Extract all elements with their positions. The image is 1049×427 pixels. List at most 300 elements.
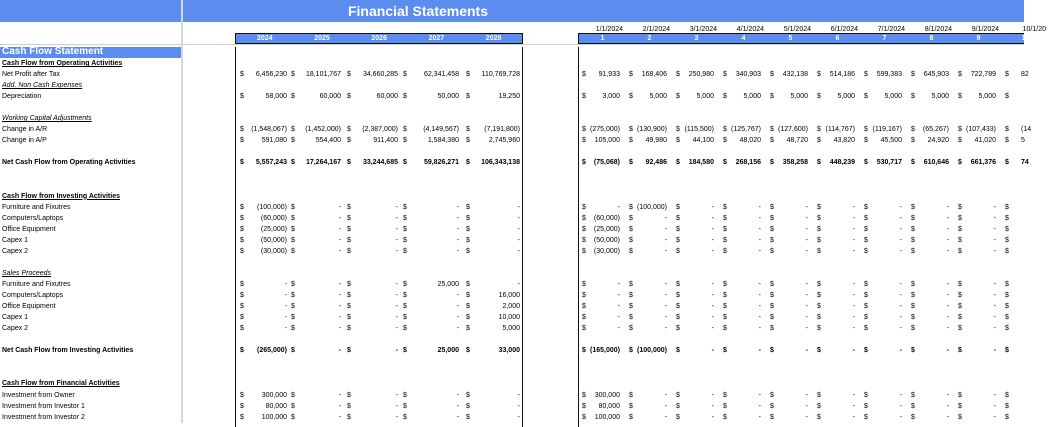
monthly-cell[interactable]: 250,980 bbox=[688, 71, 714, 79]
currency-symbol: $ bbox=[240, 137, 244, 145]
monthly-cell[interactable]: - bbox=[993, 292, 996, 300]
monthly-cell[interactable]: - bbox=[711, 214, 714, 222]
monthly-cell[interactable]: (119,167) bbox=[872, 126, 902, 134]
monthly-cell[interactable]: - bbox=[805, 247, 808, 255]
annual-cell[interactable]: 1,584,380 bbox=[427, 137, 459, 145]
monthly-cell[interactable]: - bbox=[993, 214, 996, 222]
annual-cell[interactable]: 10,000 bbox=[498, 314, 520, 322]
monthly-cell[interactable]: 91,933 bbox=[598, 71, 620, 79]
annual-cell[interactable]: (25,000) bbox=[260, 225, 287, 233]
monthly-cell[interactable]: - bbox=[711, 391, 714, 399]
currency-symbol: $ bbox=[864, 247, 868, 255]
monthly-cell[interactable]: - bbox=[946, 314, 949, 322]
currency-symbol: $ bbox=[291, 203, 295, 211]
monthly-cell[interactable]: - bbox=[805, 292, 808, 300]
annual-cell[interactable]: - bbox=[338, 236, 341, 244]
currency-symbol: $ bbox=[911, 159, 915, 167]
monthly-cell[interactable]: 661,376 bbox=[970, 159, 996, 167]
monthly-cell[interactable]: - bbox=[852, 236, 855, 244]
annual-cell[interactable]: 80,000 bbox=[265, 402, 287, 410]
monthly-cell[interactable]: 105,000 bbox=[594, 137, 620, 145]
monthly-cell[interactable]: - bbox=[758, 236, 761, 244]
monthly-cell[interactable]: - bbox=[946, 391, 949, 399]
annual-cell[interactable]: (265,000) bbox=[257, 347, 287, 355]
annual-cell[interactable]: - bbox=[338, 281, 341, 288]
monthly-cell[interactable]: - bbox=[899, 214, 902, 222]
monthly-cell[interactable]: 610,646 bbox=[923, 159, 949, 167]
monthly-cell[interactable]: (14 bbox=[1021, 126, 1032, 134]
monthly-cell[interactable]: - bbox=[946, 292, 949, 300]
monthly-cell[interactable]: - bbox=[711, 347, 714, 355]
monthly-cell[interactable]: - bbox=[664, 303, 667, 311]
currency-symbol: $ bbox=[629, 303, 633, 311]
annual-cell[interactable]: - bbox=[456, 402, 459, 410]
annual-cell[interactable]: 110,769,728 bbox=[481, 71, 520, 79]
annual-cell[interactable]: - bbox=[284, 314, 287, 322]
monthly-cell[interactable]: (130,900) bbox=[637, 126, 667, 134]
annual-cell[interactable]: - bbox=[456, 314, 459, 322]
annual-cell[interactable]: 300,000 bbox=[261, 391, 287, 399]
monthly-cell[interactable]: 5,000 bbox=[696, 93, 714, 101]
currency-symbol: $ bbox=[240, 325, 244, 333]
monthly-cell[interactable]: - bbox=[852, 413, 855, 421]
monthly-cell[interactable]: (275,000) bbox=[590, 126, 620, 134]
annual-cell[interactable]: - bbox=[456, 413, 459, 421]
monthly-cell[interactable]: 599,383 bbox=[876, 71, 902, 79]
monthly-cell[interactable]: - bbox=[899, 203, 902, 211]
monthly-cell[interactable]: (127,600) bbox=[778, 126, 808, 134]
annual-cell[interactable]: 2,745,960 bbox=[488, 137, 520, 145]
annual-cell[interactable]: - bbox=[395, 325, 398, 333]
annual-cell[interactable]: - bbox=[517, 203, 520, 211]
monthly-cell[interactable]: - bbox=[805, 347, 808, 355]
monthly-cell[interactable]: - bbox=[711, 303, 714, 311]
monthly-cell[interactable]: - bbox=[993, 203, 996, 211]
monthly-cell[interactable]: - bbox=[993, 225, 996, 233]
annual-cell[interactable]: (2,387,000) bbox=[362, 126, 398, 134]
currency-symbol: $ bbox=[403, 391, 407, 399]
monthly-cell[interactable]: - bbox=[993, 314, 996, 322]
currency-symbol: $ bbox=[240, 292, 244, 300]
annual-cell[interactable]: - bbox=[395, 391, 398, 399]
monthly-cell[interactable]: 340,903 bbox=[735, 71, 761, 79]
monthly-cell[interactable]: - bbox=[899, 391, 902, 399]
monthly-cell[interactable]: - bbox=[899, 325, 902, 333]
monthly-cell[interactable]: - bbox=[805, 203, 808, 211]
monthly-cell[interactable]: - bbox=[852, 347, 855, 355]
monthly-cell[interactable]: - bbox=[899, 303, 902, 311]
annual-cell[interactable]: - bbox=[395, 203, 398, 211]
annual-cell[interactable]: 25,000 bbox=[437, 281, 459, 288]
annual-cell[interactable]: - bbox=[517, 236, 520, 244]
annual-cell[interactable]: - bbox=[338, 303, 341, 311]
monthly-cell[interactable]: - bbox=[711, 281, 714, 288]
monthly-cell[interactable]: - bbox=[664, 236, 667, 244]
annual-cell[interactable]: - bbox=[456, 214, 459, 222]
monthly-cell[interactable]: - bbox=[993, 236, 996, 244]
currency-symbol: $ bbox=[770, 391, 774, 399]
monthly-cell[interactable]: - bbox=[946, 402, 949, 410]
monthly-cell[interactable]: (100,000) bbox=[637, 203, 667, 211]
monthly-cell[interactable]: - bbox=[617, 292, 620, 300]
currency-symbol: $ bbox=[240, 281, 244, 288]
monthly-cell[interactable]: - bbox=[758, 391, 761, 399]
monthly-cell[interactable]: - bbox=[758, 314, 761, 322]
monthly-cell[interactable]: - bbox=[946, 247, 949, 255]
row-label: Computers/Laptops bbox=[2, 292, 64, 300]
annual-cell[interactable]: - bbox=[456, 247, 459, 255]
annual-cell[interactable]: 911,400 bbox=[373, 137, 398, 145]
monthly-cell[interactable]: 722,789 bbox=[970, 71, 996, 79]
monthly-cell[interactable]: - bbox=[758, 281, 761, 288]
annual-cell[interactable]: 100,000 bbox=[261, 413, 287, 421]
currency-symbol: $ bbox=[347, 203, 351, 211]
annual-cell[interactable]: - bbox=[395, 236, 398, 244]
annual-cell[interactable]: - bbox=[338, 347, 341, 355]
annual-cell[interactable]: 60,000 bbox=[319, 93, 341, 101]
monthly-cell[interactable]: - bbox=[664, 225, 667, 233]
monthly-cell[interactable]: - bbox=[946, 225, 949, 233]
monthly-cell[interactable]: - bbox=[711, 225, 714, 233]
annual-cell[interactable]: (1,548,067) bbox=[251, 126, 287, 134]
monthly-cell[interactable]: - bbox=[664, 281, 667, 288]
monthly-cell[interactable]: 5,000 bbox=[649, 93, 667, 101]
annual-cell[interactable]: 6,456,230 bbox=[255, 71, 287, 79]
currency-symbol: $ bbox=[770, 303, 774, 311]
monthly-cell[interactable]: (114,767) bbox=[825, 126, 855, 134]
annual-cell[interactable]: (60,000) bbox=[260, 214, 287, 222]
annual-cell[interactable]: - bbox=[338, 214, 341, 222]
annual-cell[interactable]: - bbox=[284, 325, 287, 333]
annual-cell[interactable]: - bbox=[395, 225, 398, 233]
monthly-cell[interactable]: - bbox=[617, 303, 620, 311]
currency-symbol: $ bbox=[466, 126, 470, 134]
annual-cell[interactable]: - bbox=[395, 292, 398, 300]
monthly-cell[interactable]: 5,000 bbox=[837, 93, 855, 101]
annual-cell[interactable]: (4,149,567) bbox=[423, 126, 459, 134]
annual-cell[interactable]: - bbox=[338, 314, 341, 322]
monthly-cell[interactable]: - bbox=[617, 325, 620, 333]
monthly-cell[interactable]: - bbox=[852, 314, 855, 322]
annual-cell[interactable]: - bbox=[395, 247, 398, 255]
monthly-cell[interactable]: 5,000 bbox=[931, 93, 949, 101]
monthly-cell[interactable]: - bbox=[664, 314, 667, 322]
monthly-cell[interactable]: (65,267) bbox=[922, 126, 949, 134]
currency-symbol: $ bbox=[240, 126, 244, 134]
monthly-cell[interactable]: - bbox=[805, 314, 808, 322]
monthly-cell[interactable]: 41,020 bbox=[974, 137, 996, 145]
currency-symbol: $ bbox=[1005, 413, 1009, 421]
monthly-cell[interactable]: - bbox=[664, 391, 667, 399]
monthly-cell[interactable]: 43,820 bbox=[833, 137, 855, 145]
monthly-cell[interactable]: - bbox=[805, 391, 808, 399]
monthly-cell[interactable]: - bbox=[617, 203, 620, 211]
annual-cell[interactable]: - bbox=[395, 303, 398, 311]
monthly-cell[interactable]: 48,720 bbox=[786, 137, 808, 145]
monthly-cell[interactable]: - bbox=[711, 402, 714, 410]
monthly-cell[interactable]: (115,500) bbox=[684, 126, 714, 134]
monthly-cell[interactable]: - bbox=[946, 281, 949, 288]
monthly-cell[interactable]: - bbox=[899, 236, 902, 244]
annual-cell[interactable]: - bbox=[395, 413, 398, 421]
monthly-cell[interactable]: - bbox=[993, 402, 996, 410]
annual-cell[interactable]: 17,264,167 bbox=[305, 159, 341, 167]
currency-symbol: $ bbox=[770, 236, 774, 244]
monthly-cell[interactable]: - bbox=[852, 247, 855, 255]
annual-cell[interactable]: 591,080 bbox=[261, 137, 287, 145]
monthly-cell[interactable]: - bbox=[711, 314, 714, 322]
monthly-cell[interactable]: - bbox=[758, 402, 761, 410]
monthly-cell[interactable]: - bbox=[711, 247, 714, 255]
monthly-cell[interactable]: - bbox=[711, 292, 714, 300]
annual-cell[interactable]: - bbox=[395, 314, 398, 322]
monthly-cell[interactable]: 168,406 bbox=[641, 71, 667, 79]
annual-cell[interactable]: - bbox=[517, 281, 520, 288]
annual-cell[interactable]: - bbox=[517, 247, 520, 255]
monthly-cell[interactable]: - bbox=[946, 325, 949, 333]
annual-cell[interactable]: - bbox=[338, 325, 341, 333]
annual-cell[interactable]: - bbox=[338, 402, 341, 410]
monthly-cell[interactable]: 82 bbox=[1021, 71, 1029, 79]
annual-cell[interactable]: - bbox=[456, 292, 459, 300]
monthly-cell[interactable]: (50,000) bbox=[593, 236, 620, 244]
monthly-cell[interactable]: - bbox=[946, 203, 949, 211]
monthly-cell[interactable]: 3,000 bbox=[602, 93, 620, 101]
annual-cell[interactable]: (30,000) bbox=[260, 247, 287, 255]
monthly-cell[interactable]: - bbox=[617, 314, 620, 322]
currency-symbol: $ bbox=[629, 225, 633, 233]
annual-cell[interactable]: - bbox=[395, 347, 398, 355]
monthly-cell[interactable]: - bbox=[946, 236, 949, 244]
monthly-cell[interactable]: - bbox=[758, 292, 761, 300]
annual-cell[interactable]: 554,400 bbox=[315, 137, 341, 145]
monthly-cell[interactable]: - bbox=[664, 247, 667, 255]
monthly-cell[interactable]: - bbox=[805, 214, 808, 222]
monthly-cell[interactable]: - bbox=[852, 325, 855, 333]
monthly-cell[interactable]: - bbox=[758, 347, 761, 355]
monthly-cell[interactable]: - bbox=[899, 292, 902, 300]
currency-symbol: $ bbox=[723, 71, 727, 79]
annual-cell[interactable]: - bbox=[517, 225, 520, 233]
monthly-cell[interactable]: 5,000 bbox=[743, 93, 761, 101]
monthly-cell[interactable]: - bbox=[852, 281, 855, 288]
annual-cell[interactable]: - bbox=[517, 214, 520, 222]
monthly-cell[interactable]: - bbox=[758, 203, 761, 211]
monthly-cell[interactable]: - bbox=[758, 413, 761, 421]
monthly-cell[interactable]: - bbox=[758, 225, 761, 233]
annual-cell[interactable]: - bbox=[456, 303, 459, 311]
monthly-cell[interactable]: - bbox=[852, 225, 855, 233]
annual-cell[interactable]: - bbox=[284, 292, 287, 300]
monthly-cell[interactable]: - bbox=[946, 303, 949, 311]
monthly-cell[interactable]: - bbox=[711, 325, 714, 333]
annual-cell[interactable]: - bbox=[338, 203, 341, 211]
monthly-cell[interactable]: - bbox=[711, 413, 714, 421]
monthly-cell[interactable]: - bbox=[899, 347, 902, 355]
annual-cell[interactable]: - bbox=[338, 292, 341, 300]
annual-cell[interactable]: - bbox=[338, 413, 341, 421]
annual-cell[interactable]: 34,660,285 bbox=[362, 71, 398, 79]
monthly-cell[interactable]: (75,068) bbox=[593, 159, 620, 167]
monthly-cell[interactable]: (25,000) bbox=[593, 225, 620, 233]
monthly-cell[interactable]: 300,000 bbox=[594, 391, 620, 399]
monthly-cell[interactable]: - bbox=[617, 281, 620, 288]
monthly-cell[interactable]: - bbox=[758, 303, 761, 311]
monthly-cell[interactable]: - bbox=[993, 325, 996, 333]
monthly-cell[interactable]: - bbox=[852, 402, 855, 410]
monthly-cell[interactable]: - bbox=[946, 214, 949, 222]
annual-cell[interactable]: 62,341,458 bbox=[423, 71, 459, 79]
monthly-cell[interactable]: 432,138 bbox=[782, 71, 808, 79]
monthly-cell[interactable]: - bbox=[899, 247, 902, 255]
monthly-cell[interactable]: - bbox=[993, 281, 996, 288]
annual-cell[interactable]: - bbox=[456, 225, 459, 233]
monthly-cell[interactable]: - bbox=[852, 391, 855, 399]
monthly-cell[interactable]: - bbox=[758, 214, 761, 222]
monthly-cell[interactable]: 645,903 bbox=[923, 71, 949, 79]
monthly-cell[interactable]: - bbox=[711, 236, 714, 244]
monthly-cell[interactable]: - bbox=[664, 214, 667, 222]
currency-symbol: $ bbox=[817, 159, 821, 167]
monthly-cell[interactable]: - bbox=[805, 413, 808, 421]
annual-cell[interactable]: 5,000 bbox=[502, 325, 520, 333]
monthly-cell[interactable]: - bbox=[664, 413, 667, 421]
annual-cell[interactable]: - bbox=[284, 303, 287, 311]
monthly-cell[interactable]: - bbox=[758, 247, 761, 255]
monthly-cell[interactable]: - bbox=[758, 325, 761, 333]
currency-symbol: $ bbox=[958, 281, 962, 288]
monthly-cell[interactable]: 24,920 bbox=[927, 137, 949, 145]
currency-symbol: $ bbox=[582, 347, 586, 355]
monthly-cell[interactable]: - bbox=[805, 402, 808, 410]
annual-cell[interactable]: (50,000) bbox=[260, 236, 287, 244]
annual-cell[interactable]: (100,000) bbox=[257, 203, 287, 211]
annual-cell[interactable]: 60,000 bbox=[376, 93, 398, 101]
monthly-cell[interactable]: 48,020 bbox=[739, 137, 761, 145]
monthly-cell[interactable]: - bbox=[805, 325, 808, 333]
monthly-cell[interactable]: 100,000 bbox=[594, 413, 620, 421]
monthly-cell[interactable]: 80,000 bbox=[598, 402, 620, 410]
annual-cell[interactable]: 25,000 bbox=[437, 347, 459, 355]
month-date-10: 10/1/20 bbox=[1022, 26, 1046, 33]
monthly-cell[interactable]: - bbox=[852, 203, 855, 211]
monthly-cell[interactable]: 49,980 bbox=[645, 137, 667, 145]
monthly-cell[interactable]: - bbox=[899, 413, 902, 421]
monthly-cell[interactable]: (125,767) bbox=[731, 126, 761, 134]
monthly-cell[interactable]: - bbox=[805, 303, 808, 311]
annual-cell[interactable]: 19,250 bbox=[498, 93, 520, 101]
annual-cell[interactable]: - bbox=[517, 391, 520, 399]
monthly-cell[interactable]: 514,186 bbox=[829, 71, 855, 79]
annual-cell[interactable]: 33,244,685 bbox=[362, 159, 398, 167]
annual-cell[interactable]: - bbox=[395, 281, 398, 288]
monthly-cell[interactable]: - bbox=[852, 214, 855, 222]
currency-symbol: $ bbox=[347, 325, 351, 333]
currency-symbol: $ bbox=[582, 71, 586, 79]
monthly-cell[interactable]: - bbox=[993, 413, 996, 421]
monthly-cell[interactable]: 5,000 bbox=[790, 93, 808, 101]
annual-cell[interactable]: (1,452,000) bbox=[305, 126, 341, 134]
annual-cell[interactable]: 33,000 bbox=[498, 347, 520, 355]
annual-cell[interactable]: - bbox=[338, 391, 341, 399]
monthly-cell[interactable]: 92,486 bbox=[645, 159, 667, 167]
monthly-cell[interactable]: 268,156 bbox=[735, 159, 761, 167]
monthly-cell[interactable]: - bbox=[993, 247, 996, 255]
monthly-cell[interactable]: (30,000) bbox=[593, 247, 620, 255]
monthly-cell[interactable]: 5,000 bbox=[978, 93, 996, 101]
annual-cell[interactable]: - bbox=[456, 325, 459, 333]
monthly-cell[interactable]: - bbox=[993, 347, 996, 355]
monthly-cell[interactable]: (107,433) bbox=[966, 126, 996, 134]
annual-cell[interactable]: 18,101,767 bbox=[305, 71, 341, 79]
monthly-cell[interactable]: - bbox=[805, 225, 808, 233]
monthly-cell[interactable]: - bbox=[946, 347, 949, 355]
currency-symbol: $ bbox=[911, 126, 915, 134]
monthly-cell[interactable]: (165,000) bbox=[590, 347, 620, 355]
monthly-cell[interactable]: - bbox=[993, 391, 996, 399]
annual-cell[interactable]: 50,000 bbox=[437, 93, 459, 101]
monthly-cell[interactable]: - bbox=[664, 292, 667, 300]
currency-symbol: $ bbox=[347, 247, 351, 255]
monthly-cell[interactable]: 448,239 bbox=[829, 159, 855, 167]
monthly-cell[interactable]: - bbox=[946, 413, 949, 421]
annual-cell[interactable]: - bbox=[517, 402, 520, 410]
annual-cell[interactable]: 58,000 bbox=[265, 93, 287, 101]
monthly-cell[interactable]: - bbox=[852, 292, 855, 300]
currency-symbol: $ bbox=[466, 214, 470, 222]
annual-cell[interactable]: 2,000 bbox=[502, 303, 520, 311]
monthly-cell[interactable]: - bbox=[993, 303, 996, 311]
annual-cell[interactable]: - bbox=[395, 214, 398, 222]
monthly-cell[interactable]: 45,500 bbox=[880, 137, 902, 145]
monthly-cell[interactable]: - bbox=[899, 225, 902, 233]
monthly-cell[interactable]: 184,580 bbox=[688, 159, 714, 167]
annual-cell[interactable]: - bbox=[456, 203, 459, 211]
annual-cell[interactable]: - bbox=[395, 402, 398, 410]
monthly-cell[interactable]: (100,000) bbox=[637, 347, 667, 355]
annual-cell[interactable]: - bbox=[456, 236, 459, 244]
annual-cell[interactable]: - bbox=[517, 413, 520, 421]
monthly-cell[interactable]: - bbox=[899, 314, 902, 322]
annual-cell[interactable]: - bbox=[284, 281, 287, 288]
monthly-cell[interactable]: - bbox=[899, 281, 902, 288]
annual-cell[interactable]: 59,826,271 bbox=[423, 159, 459, 167]
annual-cell[interactable]: 5,557,243 bbox=[255, 159, 287, 167]
monthly-cell[interactable]: - bbox=[711, 203, 714, 211]
annual-cell[interactable]: - bbox=[338, 225, 341, 233]
currency-symbol: $ bbox=[291, 137, 295, 145]
annual-cell[interactable]: 16,000 bbox=[498, 292, 520, 300]
monthly-cell[interactable]: - bbox=[852, 303, 855, 311]
annual-cell[interactable]: - bbox=[456, 391, 459, 399]
annual-cell[interactable]: 106,343,138 bbox=[481, 159, 520, 167]
monthly-cell[interactable]: (60,000) bbox=[593, 214, 620, 222]
monthly-cell[interactable]: 74 bbox=[1021, 159, 1029, 167]
annual-cell[interactable]: (7,191,800) bbox=[484, 126, 520, 134]
monthly-cell[interactable]: 530,717 bbox=[876, 159, 902, 167]
currency-symbol: $ bbox=[466, 347, 470, 355]
monthly-cell[interactable]: - bbox=[664, 402, 667, 410]
monthly-cell[interactable]: - bbox=[899, 402, 902, 410]
monthly-cell[interactable]: 44,100 bbox=[692, 137, 714, 145]
annual-cell[interactable]: - bbox=[338, 247, 341, 255]
monthly-cell[interactable]: 5,000 bbox=[884, 93, 902, 101]
monthly-cell[interactable]: - bbox=[664, 325, 667, 333]
monthly-cell[interactable]: - bbox=[805, 236, 808, 244]
monthly-cell[interactable]: - bbox=[805, 281, 808, 288]
monthly-cell[interactable]: 358,258 bbox=[782, 159, 808, 167]
monthly-cell[interactable]: 5 bbox=[1021, 137, 1025, 145]
